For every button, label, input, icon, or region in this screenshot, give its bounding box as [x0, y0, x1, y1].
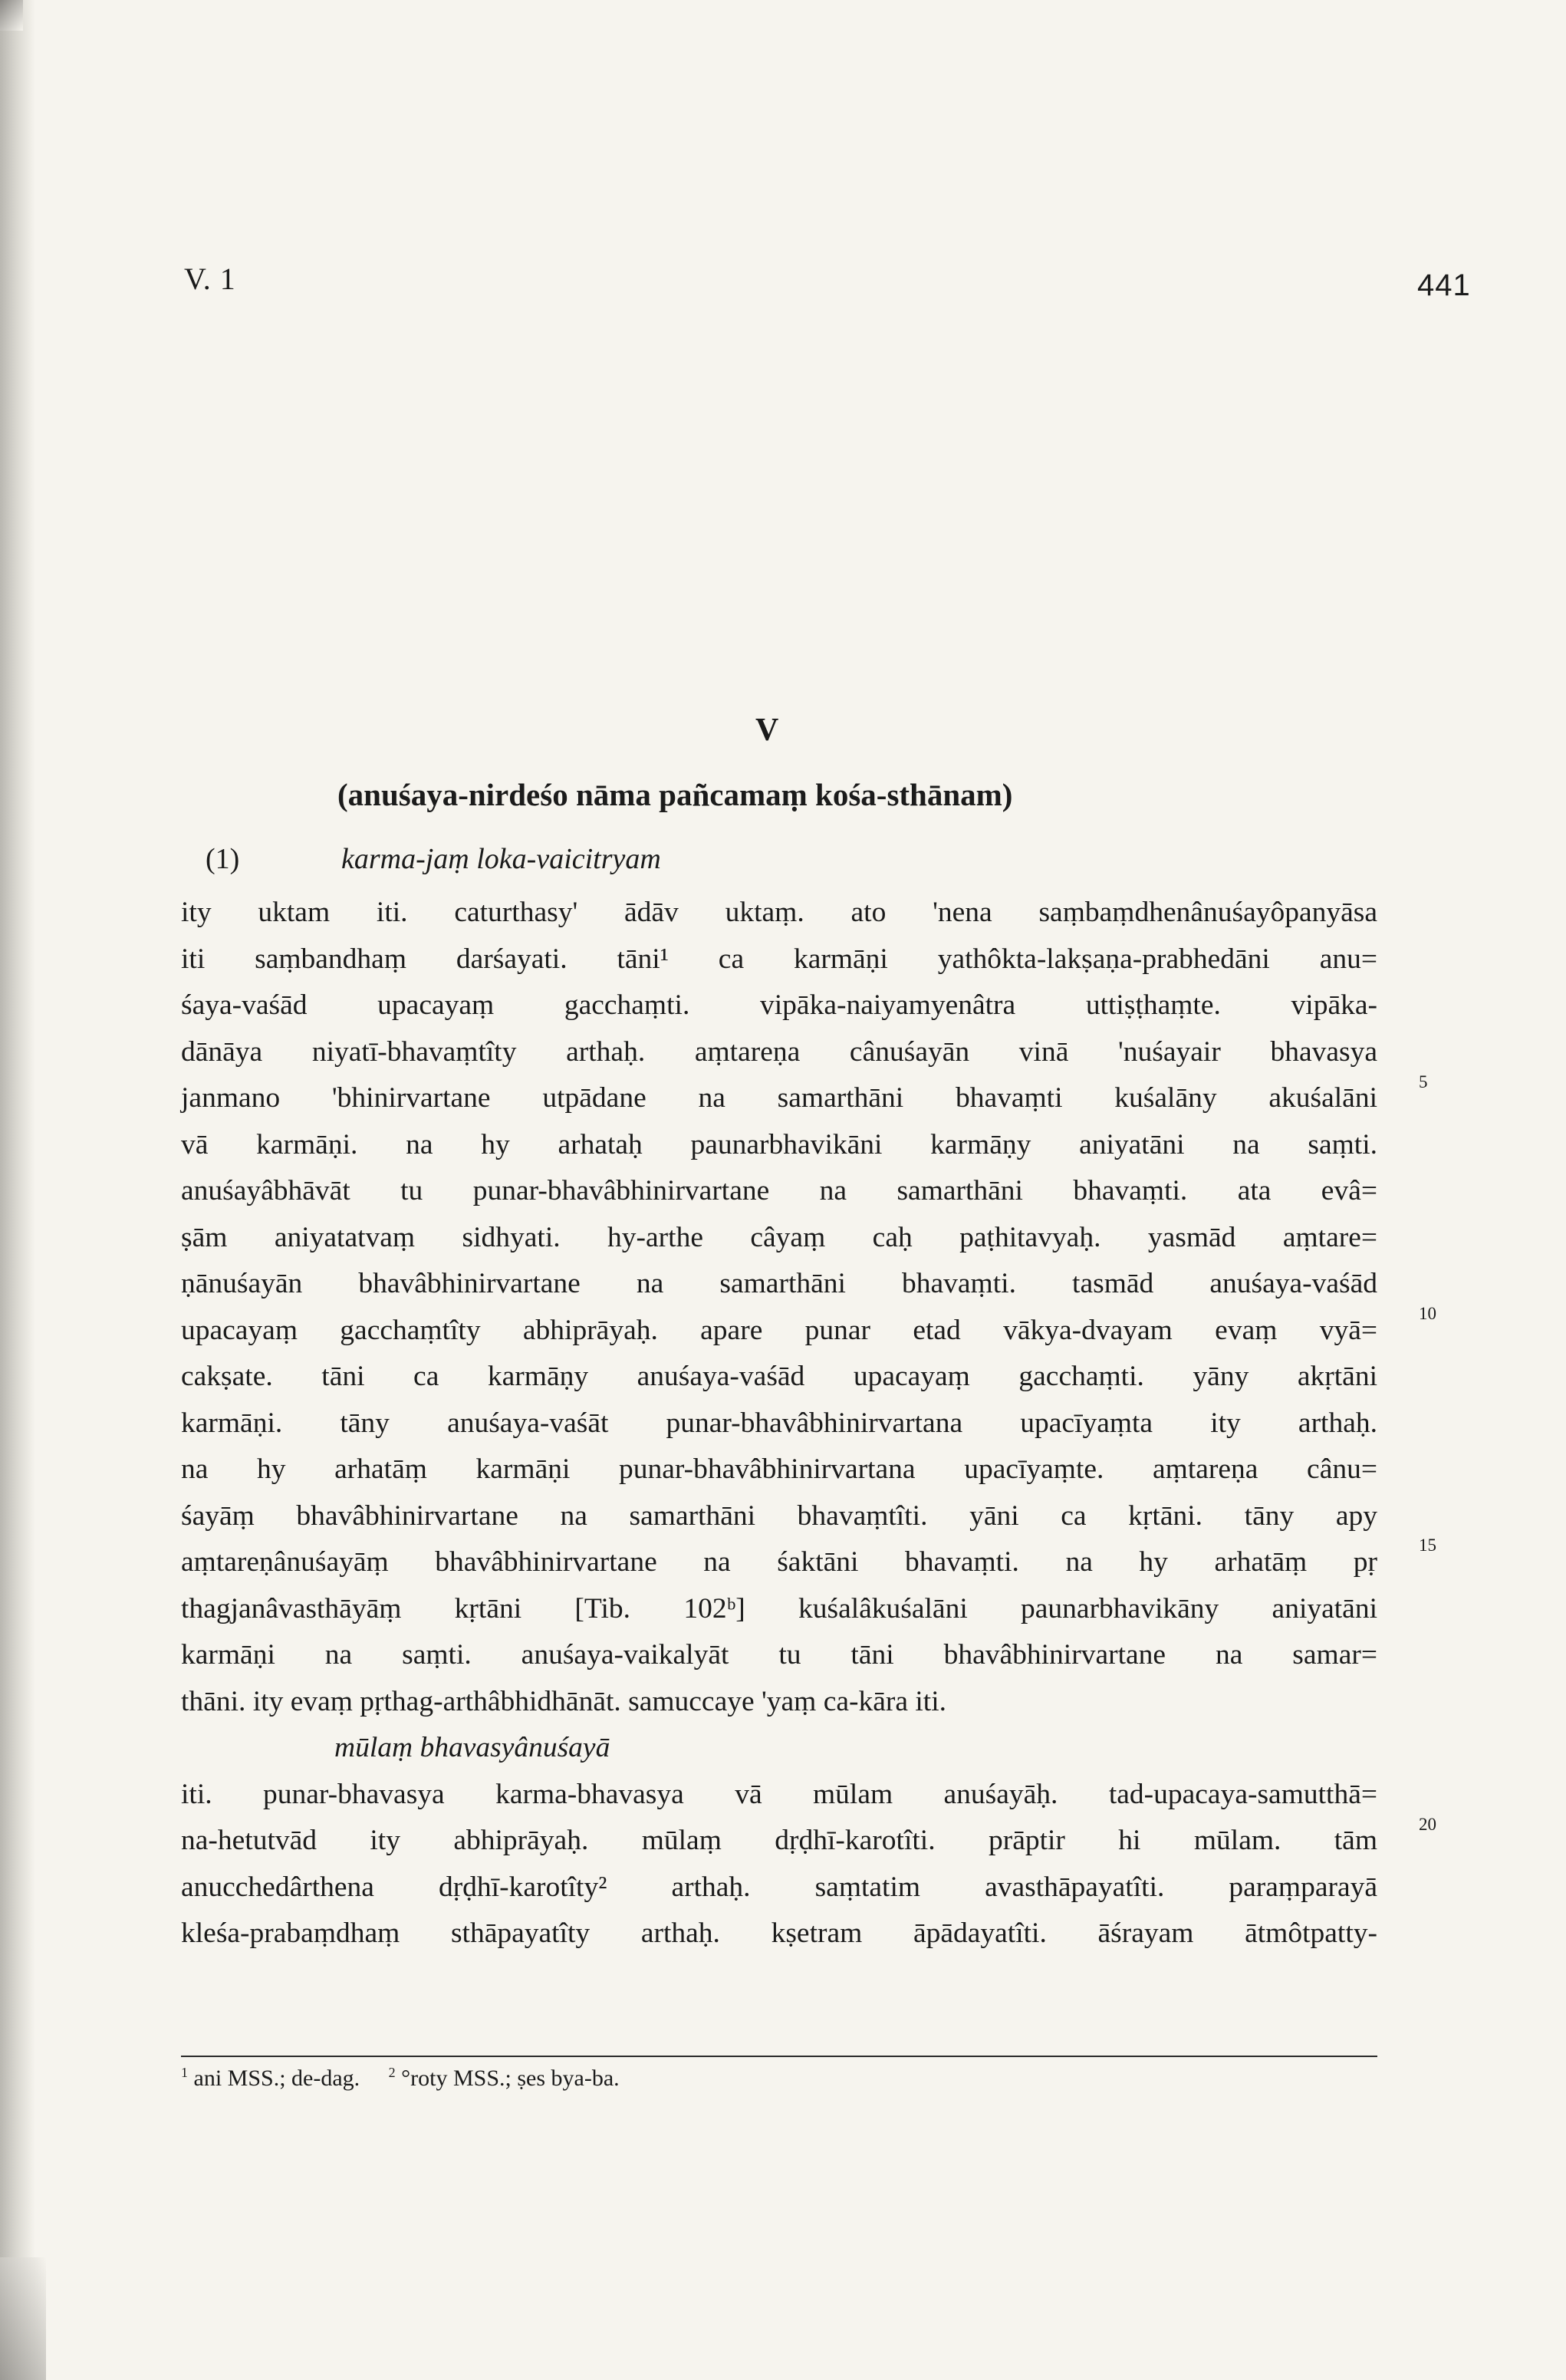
body-line: śayāṃ bhavâbhinirvartane na samarthāni bhavaṃtîti. yāni ca kṛtāni. tāny apy — [181, 1499, 1377, 1532]
body-line: anuśayâbhāvāt tu punar-bhavâbhinirvartane na samarthāni bhavaṃti. ata evâ= — [181, 1175, 1377, 1206]
body-line: ity uktam iti. caturthasy' ādāv uktaṃ. ato 'nena saṃbaṃdhenânuśayôpanyāsa — [181, 897, 1377, 928]
body-line: na hy arhatāṃ karmāṇi punar-bhavâbhinirvartana upacīyaṃte. aṃtareṇa cânu= — [181, 1453, 1377, 1485]
commentary-body — [181, 890, 1377, 1957]
footnotes — [181, 2065, 620, 2092]
body-line: karmāṇi. tāny anuśaya-vaśāt punar-bhavâbhinirvartana upacīyaṃta ity arthaḥ. — [181, 1407, 1377, 1439]
body-line: kleśa-prabaṃdhaṃ sthāpayatîty arthaḥ. kṣetram āpādayatîti. āśrayam ātmôtpatty- — [181, 1917, 1377, 1949]
line-number-10: 10 — [1419, 1304, 1436, 1323]
body-line: thagjanâvasthāyāṃ kṛtāni [Tib. 102ᵇ] kuśalâkuśalāni paunarbhavikāny aniyatāni — [181, 1592, 1377, 1625]
body-line: janmano 'bhinirvartane utpādane na samarthāni bhavaṃti kuśalāny akuśalāni — [181, 1082, 1377, 1114]
footnote-separator — [181, 2056, 1377, 2057]
scan-shadow-edge — [0, 0, 35, 2380]
body-line: aṃtareṇânuśayāṃ bhavâbhinirvartane na śaktāni bhavaṃti. na hy arhatāṃ pṛ — [181, 1546, 1377, 1578]
body-line: cakṣate. tāni ca karmāṇy anuśaya-vaśād upacayaṃ gacchaṃti. yāny akṛtāni — [181, 1361, 1377, 1392]
body-line: ṇānuśayān bhavâbhinirvartane na samarthāni bhavaṃti. tasmād anuśaya-vaśād — [181, 1268, 1377, 1299]
scan-shadow-top-corner — [0, 0, 23, 31]
body-line: iti. punar-bhavasya karma-bhavasya vā mūlam anuśayāḥ. tad-upacaya-samutthā= — [181, 1778, 1377, 1810]
body-line: na-hetutvād ity abhiprāyaḥ. mūlaṃ dṛḍhī-karotîti. prāptir hi mūlam. tām — [181, 1825, 1377, 1856]
chapter-title: (anuśaya-nirdeśo nāma pañcamaṃ kośa-sthānam) — [337, 777, 1013, 812]
body-line: śaya-vaśād upacayaṃ gacchaṃti. vipāka-naiyamyenâtra uttiṣṭhaṃte. vipāka- — [181, 989, 1377, 1021]
verse-quote-line: mūlaṃ bhavasyânuśayā — [334, 1732, 610, 1763]
line-number-20: 20 — [1419, 1815, 1436, 1834]
body-line: ṣām aniyatatvaṃ sidhyati. hy-arthe câyaṃ caḥ paṭhitavyaḥ. yasmād aṃtare= — [181, 1221, 1377, 1253]
body-line: vā karmāṇi. na hy arhataḥ paunarbhavikāni karmāṇy aniyatāni na saṃti. — [181, 1128, 1377, 1160]
body-line: iti saṃbandhaṃ darśayati. tāni¹ ca karmāṇi yathôkta-lakṣaṇa-prabhedāni anu= — [181, 943, 1377, 975]
verse-head: karma-jaṃ loka-vaicitryam — [341, 843, 661, 875]
body-line: dānāya niyatī-bhavaṃtîty arthaḥ. aṃtareṇa cânuśayān vinā 'nuśayair bhavasya — [181, 1035, 1377, 1068]
footnote-1-text: ani MSS.; de-dag. — [193, 2066, 360, 2091]
body-line: anucchedârthena dṛḍhī-karotîty² arthaḥ. saṃtatim avasthāpayatîti. paraṃparayā — [181, 1871, 1377, 1903]
running-head-section: V. 1 — [184, 262, 236, 296]
line-number-15: 15 — [1419, 1536, 1436, 1555]
footnote-2-mark: 2 — [388, 2065, 396, 2080]
footnote-1-mark: 1 — [181, 2065, 188, 2080]
chapter-numeral: V — [755, 713, 779, 748]
body-line: karmāṇi na saṃti. anuśaya-vaikalyāt tu tāni bhavâbhinirvartane na samar= — [181, 1639, 1377, 1671]
page-number: 441 — [1417, 268, 1471, 302]
line-number-5: 5 — [1419, 1072, 1428, 1091]
body-line: upacayaṃ gacchaṃtîty abhiprāyaḥ. apare punar etad vākya-dvayam evaṃ vyā= — [181, 1314, 1377, 1346]
verse-number: (1) — [206, 843, 240, 875]
footnote-2-text: °roty MSS.; ṣes bya-ba. — [401, 2066, 620, 2091]
body-line: thāni. ity evaṃ pṛthag-arthâbhidhānāt. samuccaye 'yaṃ ca-kāra iti. — [181, 1685, 946, 1717]
scan-shadow-bottom-corner — [0, 2257, 46, 2380]
